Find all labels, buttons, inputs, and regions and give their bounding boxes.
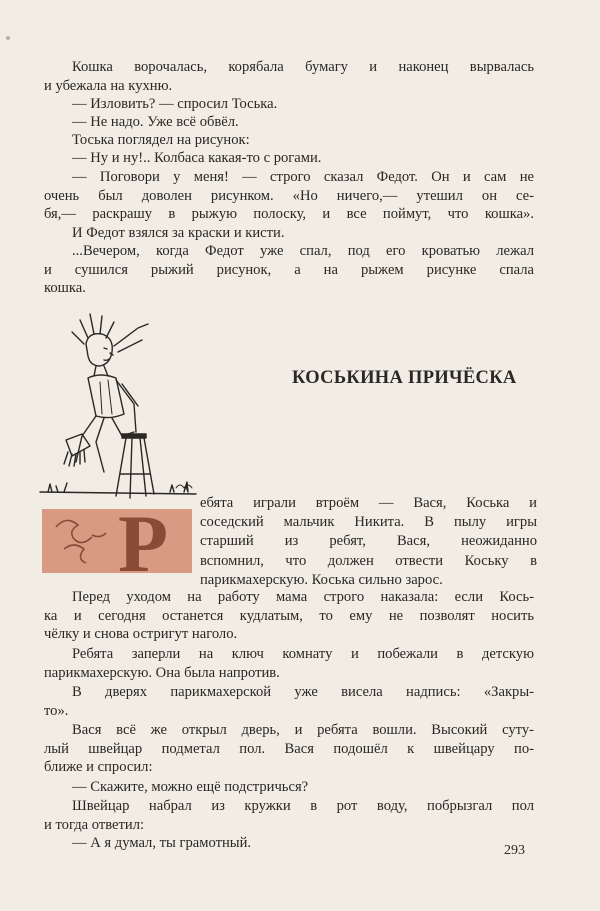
- text-line: бя,— раскрашу в рыжую полоску, и все поймут, что кошка».: [44, 206, 534, 223]
- text-line: Вася всё же открыл дверь, и ребята вошли. Высокий суту-: [72, 722, 534, 738]
- paragraph-paints: [44, 224, 534, 243]
- text-line: — Ну и ну!.. Колбаса какая-то с рогами.: [72, 150, 322, 166]
- text-line: Кошка ворочалась, корябала бумагу и наконец вырвалась: [72, 59, 534, 75]
- paragraph-doorman: [44, 721, 534, 777]
- text-line: и сушился рыжий рисунок, а на рыжем рисунке спала: [44, 261, 534, 278]
- text-line: парикмахерскую. Коська сильно зарос.: [200, 571, 443, 588]
- text-line: очень был доволен рисунком. «Но ничего,— утешил он се-: [44, 187, 534, 204]
- text-line: ебята играли втроём — Вася, Коська и: [200, 495, 537, 511]
- paragraph-dialogue-3: [44, 149, 534, 168]
- dropcap-paragraph: [200, 494, 537, 590]
- paragraph-question: [44, 778, 534, 797]
- text-line: Тоська поглядел на рисунок:: [72, 132, 250, 148]
- text-line: ка и сегодня останется кудлатым, то ему не позволят носить: [44, 607, 534, 624]
- paragraph-locked-room: [44, 645, 534, 682]
- text-line: то».: [44, 702, 69, 719]
- text-line: и тогда ответил:: [44, 816, 145, 833]
- text-line: — Не надо. Уже всё обвёл.: [72, 114, 239, 130]
- text-line: кошка.: [44, 280, 86, 297]
- page-number: 293: [504, 843, 525, 858]
- text-line: чёлку и снова остригут наголо.: [44, 626, 238, 643]
- text-line: и убежала на кухню.: [44, 77, 173, 94]
- text-line: Перед уходом на работу мама строго наказала: если Кось-: [72, 589, 534, 605]
- text-line: — Изловить? — спросил Тоська.: [72, 96, 278, 112]
- paragraph-fedot-reply: [44, 168, 534, 224]
- paragraph-mother: [44, 588, 534, 644]
- paragraph-dialogue-1: [44, 95, 534, 114]
- boy-on-stool-illustration: [38, 306, 198, 506]
- paragraph-evening: [44, 242, 534, 298]
- text-line: парикмахерскую. Она была напротив.: [44, 664, 280, 681]
- paragraph-closed-sign: [44, 683, 534, 720]
- text-line: — А я думал, ты грамотный.: [72, 835, 252, 851]
- text-line: — Поговори у меня! — строго сказал Федот. Он и сам не: [72, 169, 534, 185]
- paragraph-dialogue-2: [44, 113, 534, 132]
- drop-capital-letter: Р: [118, 505, 169, 577]
- paragraph-water: [44, 797, 534, 834]
- paragraph-answer: [44, 834, 534, 853]
- chapter-title: КОСЬКИНА ПРИЧЁСКА: [292, 368, 517, 388]
- text-line: Швейцар набрал из кружки в рот воду, побрызгал пол: [72, 798, 534, 814]
- paragraph-looked: [44, 131, 534, 150]
- text-line: вспомнил, что должен отвести Коську в: [200, 552, 537, 569]
- paragraph-cat-escaped: [44, 58, 534, 95]
- text-line: старший из ребят, Вася, неожиданно: [200, 533, 537, 550]
- text-line: ...Вечером, когда Федот уже спал, под его кроватью лежал: [72, 243, 534, 259]
- text-line: ближе и спросил:: [44, 759, 153, 776]
- page-edge-mark: [6, 36, 10, 40]
- text-line: соседский мальчик Никита. В пылу игры: [200, 514, 537, 531]
- text-line: Ребята заперли на ключ комнату и побежали в детскую: [72, 646, 534, 662]
- drop-capital-ornament: [42, 505, 192, 577]
- text-line: В дверях парикмахерской уже висела надпись: «Закры-: [72, 684, 534, 700]
- text-line: И Федот взялся за краски и кисти.: [72, 225, 285, 241]
- text-line: — Скажите, можно ещё подстричься?: [72, 779, 309, 795]
- text-line: лый швейцар подметал пол. Вася подошёл к швейцару по-: [44, 740, 534, 757]
